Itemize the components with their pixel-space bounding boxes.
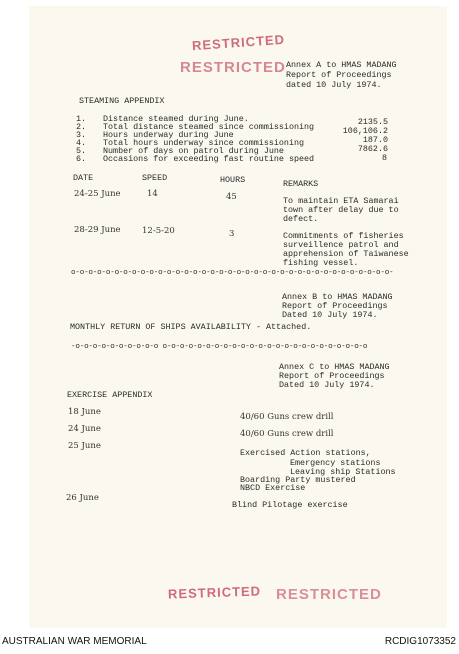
steaming-item-num-4: 4.	[76, 138, 87, 148]
table-row-1-hours: 45	[226, 192, 237, 202]
steaming-item-num-5: 5.	[76, 146, 87, 156]
exercise-row-1-detail: 40/60 Guns crew drill	[240, 412, 334, 422]
steaming-item-value-2: 106,106.2	[342, 126, 388, 136]
footer-institution: AUSTRALIAN WAR MEMORIAL	[2, 636, 147, 647]
restricted-stamp-top: RESTRICTED	[180, 59, 286, 76]
steaming-item-label-3: Hours underway during June	[103, 130, 234, 140]
steaming-item-value-3: 187.0	[362, 135, 388, 145]
exercise-row-2-detail: 40/60 Guns crew drill	[240, 429, 334, 439]
monthly-return-heading: MONTHLY RETURN OF SHIPS AVAILABILITY - Attached.	[70, 322, 312, 332]
table-row-1-remarks-1: To maintain ETA Samarai	[283, 196, 399, 206]
table-row-1-remarks-2: town after delay due to	[283, 205, 399, 215]
annex-a-line-3: dated 10 July 1974.	[286, 80, 382, 90]
annex-c-line-1: Annex C to HMAS MADANG	[279, 362, 390, 372]
steaming-item-num-2: 2.	[76, 122, 87, 132]
table-row-1-remarks-3: defect.	[283, 214, 319, 224]
steaming-item-value-5: 8	[381, 153, 387, 163]
table-row-2-remarks-2: surveillence patrol and	[283, 240, 399, 250]
steaming-item-num-1: 1.	[76, 114, 87, 124]
annex-c-line-2: Report of Proceedings	[279, 371, 385, 381]
steaming-item-value-4: 7862.6	[357, 144, 388, 154]
exercise-row-4-detail: Blind Pilotage exercise	[232, 500, 348, 510]
column-header-date: DATE	[73, 173, 94, 183]
exercise-row-3-detail-5: NBCD Exercise	[240, 483, 306, 493]
steaming-item-label-1: Distance steamed during June.	[103, 114, 249, 124]
steaming-item-num-6: 6.	[76, 154, 87, 164]
steaming-appendix-heading: STEAMING APPENDIX	[79, 96, 165, 106]
exercise-row-3-detail-1: Exercised Action stations,	[240, 448, 371, 458]
exercise-row-4-date: 26 June	[66, 493, 99, 503]
table-row-2-remarks-3: apprehension of Taiwanese	[283, 249, 409, 259]
exercise-row-2-date: 24 June	[68, 424, 101, 434]
column-header-remarks: REMARKS	[283, 179, 319, 189]
exercise-row-3-date: 25 June	[68, 441, 101, 451]
table-row-2-hours: 3	[229, 229, 235, 239]
steaming-item-num-3: 3.	[76, 130, 87, 140]
exercise-row-3-detail-4: Boarding Party mustered	[240, 475, 356, 485]
steaming-item-value-1: 2135.5	[357, 117, 388, 127]
exercise-row-3-detail-2: Emergency stations	[290, 458, 381, 468]
table-row-1-date: 24-25 June	[74, 189, 121, 199]
annex-a-line-1: Annex A to HMAS MADANG	[286, 60, 397, 70]
restricted-stamp-tilted: RESTRICTED	[191, 31, 286, 54]
steaming-item-label-6: Occasions for exceeding fast routine speed	[103, 154, 315, 164]
column-header-speed: SPEED	[142, 173, 168, 183]
restricted-stamp-bottom-left: RESTRICTED	[167, 583, 262, 602]
separator-line-2: -o-o-o-o-o-o-o-o-o-o o-o-o-o-o-o-o-o-o-o-o-o-o-o-o-o-o-o-o-o-o-o-o-o	[71, 343, 368, 351]
exercise-appendix-heading: EXERCISE APPENDIX	[67, 390, 153, 400]
annex-b-line-1: Annex B to HMAS MADANG	[282, 292, 393, 302]
exercise-row-1-date: 18 June	[68, 407, 101, 417]
annex-b-line-2: Report of Proceedings	[282, 301, 388, 311]
table-row-2-remarks-1: Commitments of fisheries	[283, 231, 404, 241]
steaming-item-label-4: Total hours underway since commissioning	[103, 138, 305, 148]
steaming-item-label-2: Total distance steamed since commissioning	[103, 122, 315, 132]
column-header-hours: HOURS	[220, 175, 246, 185]
footer-reference-id: RCDIG1073352	[384, 636, 456, 647]
table-row-2-date: 28-29 June	[74, 225, 121, 235]
exercise-row-3-detail-3: Leaving ship Stations	[290, 467, 396, 477]
restricted-stamp-bottom-right: RESTRICTED	[276, 586, 382, 603]
annex-c-line-3: Dated 10 July 1974.	[279, 380, 375, 390]
annex-a-line-2: Report of Proceedings	[286, 70, 392, 80]
table-row-2-remarks-4: fishing vessel.	[283, 258, 359, 268]
steaming-item-label-5: Number of days on patrol during June	[103, 146, 284, 156]
table-row-2-speed: 12-5-20	[142, 226, 175, 236]
table-row-1-speed: 14	[147, 189, 158, 199]
annex-b-line-3: Dated 10 July 1974.	[282, 310, 378, 320]
separator-line-1: o-o-o-o-o-o-o-o-o-o-o-o-o-o-o-o-o-o-o-o-o-o-o-o-o-o-o-o-o-o-o-o-o-o-o-o-o-	[71, 269, 394, 277]
